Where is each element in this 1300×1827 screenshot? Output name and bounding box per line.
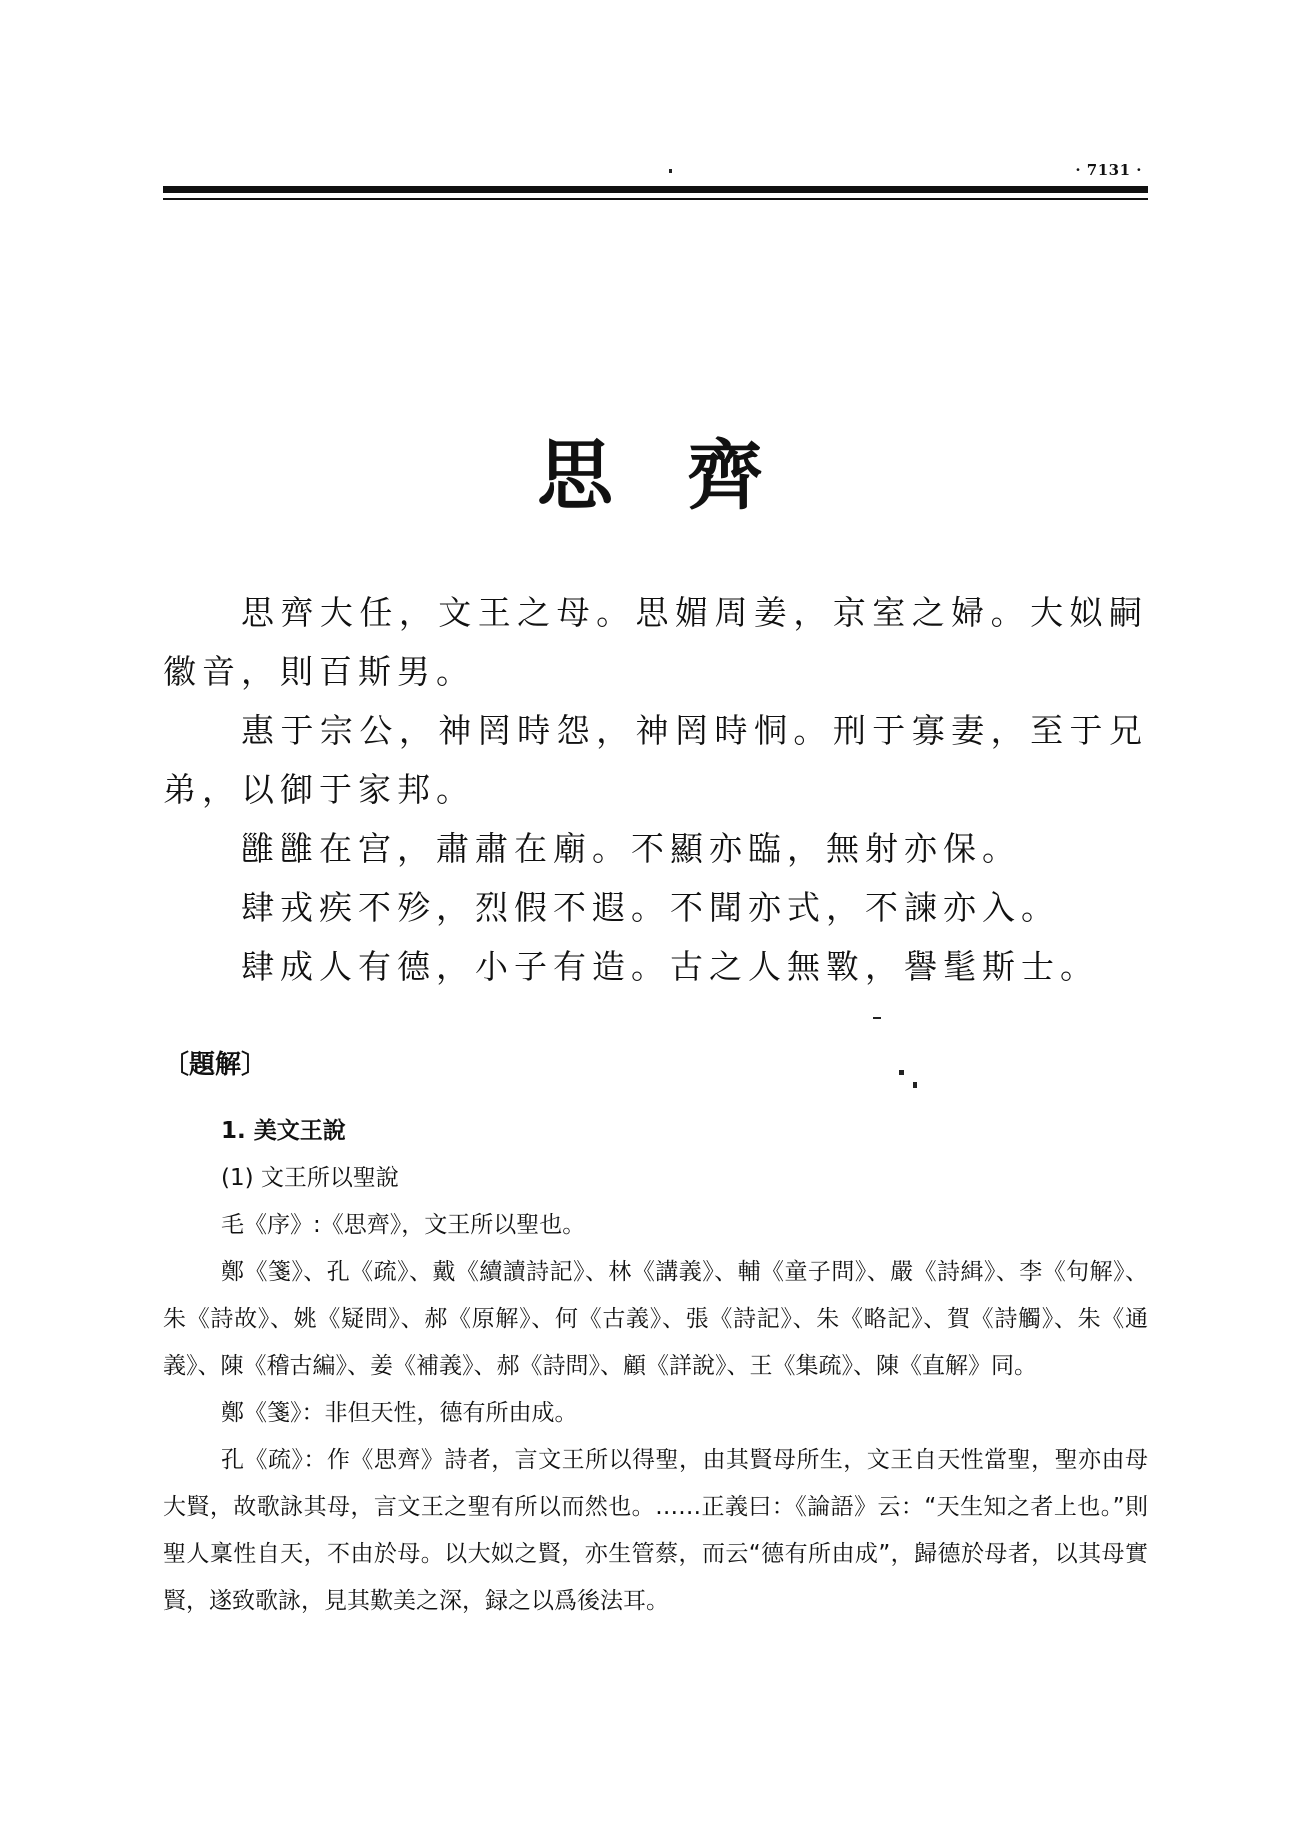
commentary-paragraph: 鄭《箋》、孔《疏》、戴《續讀詩記》、林《講義》、輔《童子問》、嚴《詩緝》、李《句解》、朱《詩故》、姚《疑問》、郝《原解》、何《古義》、張《詩記》、朱《略記》、賀《詩觸》、朱《通義》、陳《稽古編》、姜《補義》、郝《詩問》、顧《詳說》、王《集疏》、陳《直解》同。	[163, 1259, 1148, 1379]
sub-item-heading: (1) 文王所以聖說	[221, 1165, 399, 1191]
poem-stanza: 思齊大任，文王之母。思媚周姜，京室之婦。大姒嗣徽音，則百斯男。	[163, 593, 1148, 691]
poem-stanza: 肆成人有德，小子有造。古之人無斁，譽髦斯士。	[241, 947, 1099, 986]
commentary-paragraph: 孔《疏》：作《思齊》詩者，言文王所以得聖，由其賢母所生，文王自天性當聖，聖亦由母大賢，故歌詠其母，言文王之聖有所以而然也。……正義曰：《論語》云：“天生知之者上也。”則聖人稟性自天，不由於母。以大姒之賢，亦生管蔡，而云“德有所由成”，歸德於母者，以其母實賢，遂致歌詠，見其歎美之深，録之以爲後法耳。	[163, 1447, 1148, 1614]
poem-stanza: 肆戎疾不殄，烈假不遐。不聞亦式，不諫亦入。	[241, 888, 1060, 927]
commentary-paragraph: 鄭《箋》：非但天性，德有所由成。	[221, 1400, 578, 1426]
poem-text	[163, 583, 1148, 996]
scan-speck	[669, 169, 672, 173]
poem-title: 思齊	[537, 431, 837, 520]
commentary-paragraph: 毛《序》:《思齊》，文王所以聖也。	[221, 1212, 586, 1238]
section-heading: 〔題解〕	[163, 1050, 268, 1080]
header-rule-thick	[163, 186, 1148, 193]
poem-stanza: 雝雝在宫，肅肅在廟。不顯亦臨，無射亦保。	[241, 829, 1021, 868]
scan-speck	[913, 1082, 917, 1088]
page-number: · 7131 ·	[1075, 161, 1142, 179]
poem-stanza: 惠于宗公，神罔時怨，神罔時恫。刑于寡妻，至于兄弟，以御于家邦。	[163, 711, 1148, 809]
item-heading: 1. 美文王說	[221, 1118, 346, 1144]
scan-speck	[899, 1070, 904, 1075]
scan-speck	[873, 1017, 881, 1019]
commentary	[163, 1108, 1148, 1625]
header-rule-thin	[163, 198, 1148, 200]
